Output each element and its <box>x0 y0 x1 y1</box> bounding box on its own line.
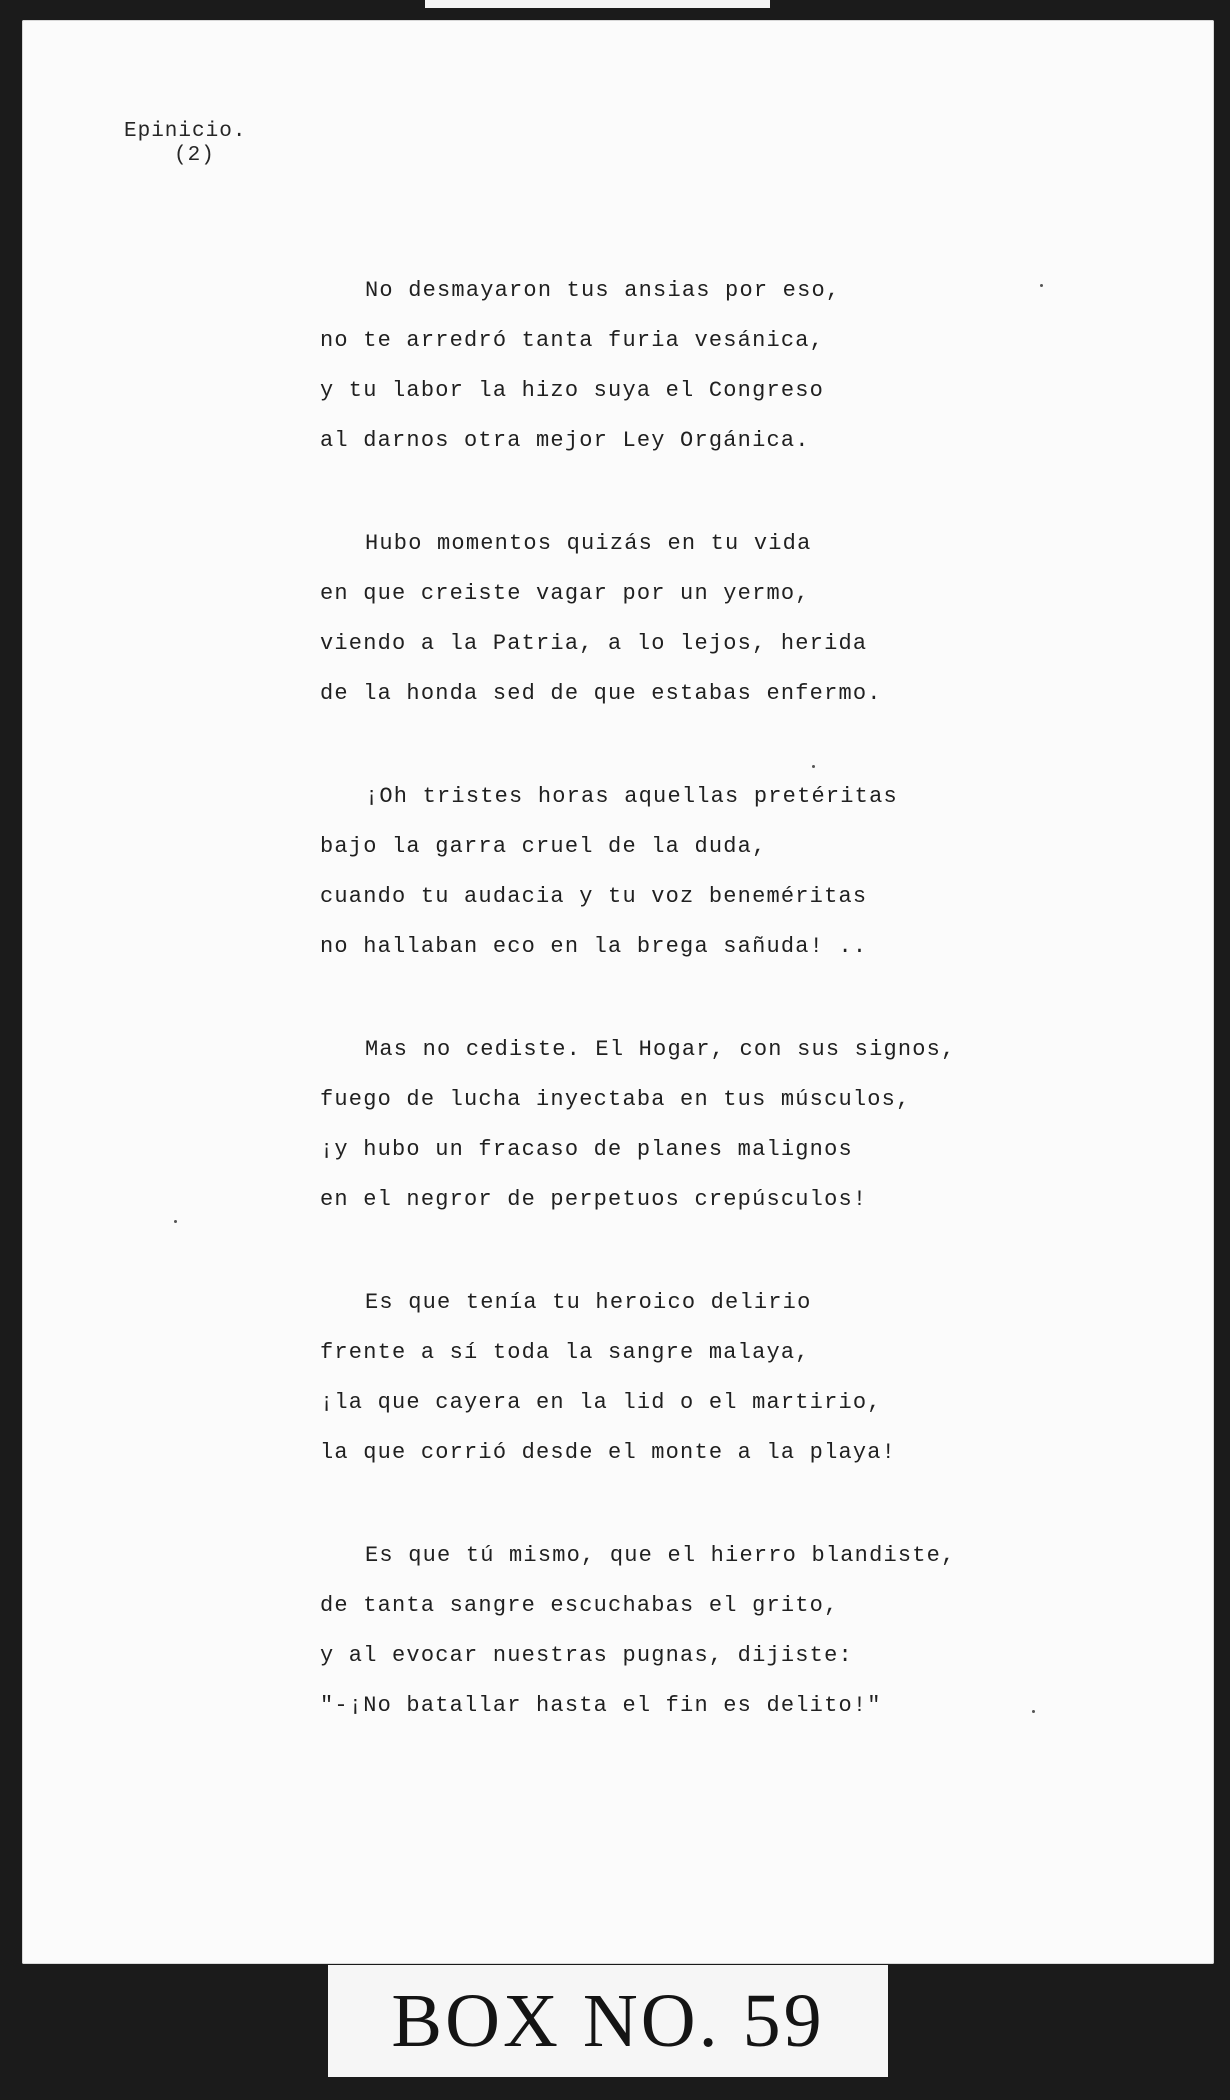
paper-speck <box>1032 1710 1035 1713</box>
poem-line: y tu labor la hizo suya el Congreso <box>320 378 825 403</box>
poem-line: y al evocar nuestras pugnas, dijiste: <box>320 1643 853 1668</box>
poem-line: Mas no cediste. El Hogar, con sus signos, <box>365 1037 956 1062</box>
stanza <box>320 266 1040 466</box>
poem-line: Hubo momentos quizás en tu vida <box>365 531 812 556</box>
stanza <box>320 519 1040 719</box>
poem-line: en el negror de perpetuos crepúsculos! <box>320 1187 868 1212</box>
paper-speck <box>1040 284 1043 287</box>
poem-line: bajo la garra cruel de la duda, <box>320 834 767 859</box>
poem-line: frente a sí toda la sangre malaya, <box>320 1340 810 1365</box>
poem-line: de la honda sed de que estabas enfermo. <box>320 681 882 706</box>
poem-line: "-¡No batallar hasta el fin es delito!" <box>320 1693 882 1718</box>
stanza <box>320 772 1040 972</box>
poem-line: fuego de lucha inyectaba en tus músculos, <box>320 1087 911 1112</box>
poem-line: ¡y hubo un fracaso de planes malignos <box>320 1137 853 1162</box>
poem-line: no te arredró tanta furia vesánica, <box>320 328 825 353</box>
paper-speck <box>812 765 815 768</box>
poem-line: ¡la que cayera en la lid o el martirio, <box>320 1390 882 1415</box>
box-number-label: BOX NO. 59 <box>328 1965 888 2077</box>
poem-line: no hallaban eco en la brega sañuda! .. <box>320 934 868 959</box>
poem-line: al darnos otra mejor Ley Orgánica. <box>320 428 810 453</box>
poem-line: en que creiste vagar por un yermo, <box>320 581 810 606</box>
page-number: (2) <box>174 144 215 167</box>
poem-line: No desmayaron tus ansias por eso, <box>365 278 841 303</box>
poem-line: Es que tú mismo, que el hierro blandiste, <box>365 1543 956 1568</box>
poem-body <box>320 266 1040 1784</box>
poem-line: de tanta sangre escuchabas el grito, <box>320 1593 839 1618</box>
poem-line: cuando tu audacia y tu voz beneméritas <box>320 884 868 909</box>
typewritten-page <box>22 20 1214 1964</box>
stanza <box>320 1025 1040 1225</box>
page-header <box>124 120 246 168</box>
top-paper-tab <box>425 0 770 8</box>
stanza <box>320 1531 1040 1731</box>
poem-line: la que corrió desde el monte a la playa! <box>320 1440 897 1465</box>
poem-line: viendo a la Patria, a lo lejos, herida <box>320 631 868 656</box>
poem-line: Es que tenía tu heroico delirio <box>365 1290 812 1315</box>
paper-speck <box>174 1220 177 1223</box>
document-title: Epinicio. <box>124 120 247 143</box>
poem-line: ¡Oh tristes horas aquellas pretéritas <box>365 784 898 809</box>
stanza <box>320 1278 1040 1478</box>
